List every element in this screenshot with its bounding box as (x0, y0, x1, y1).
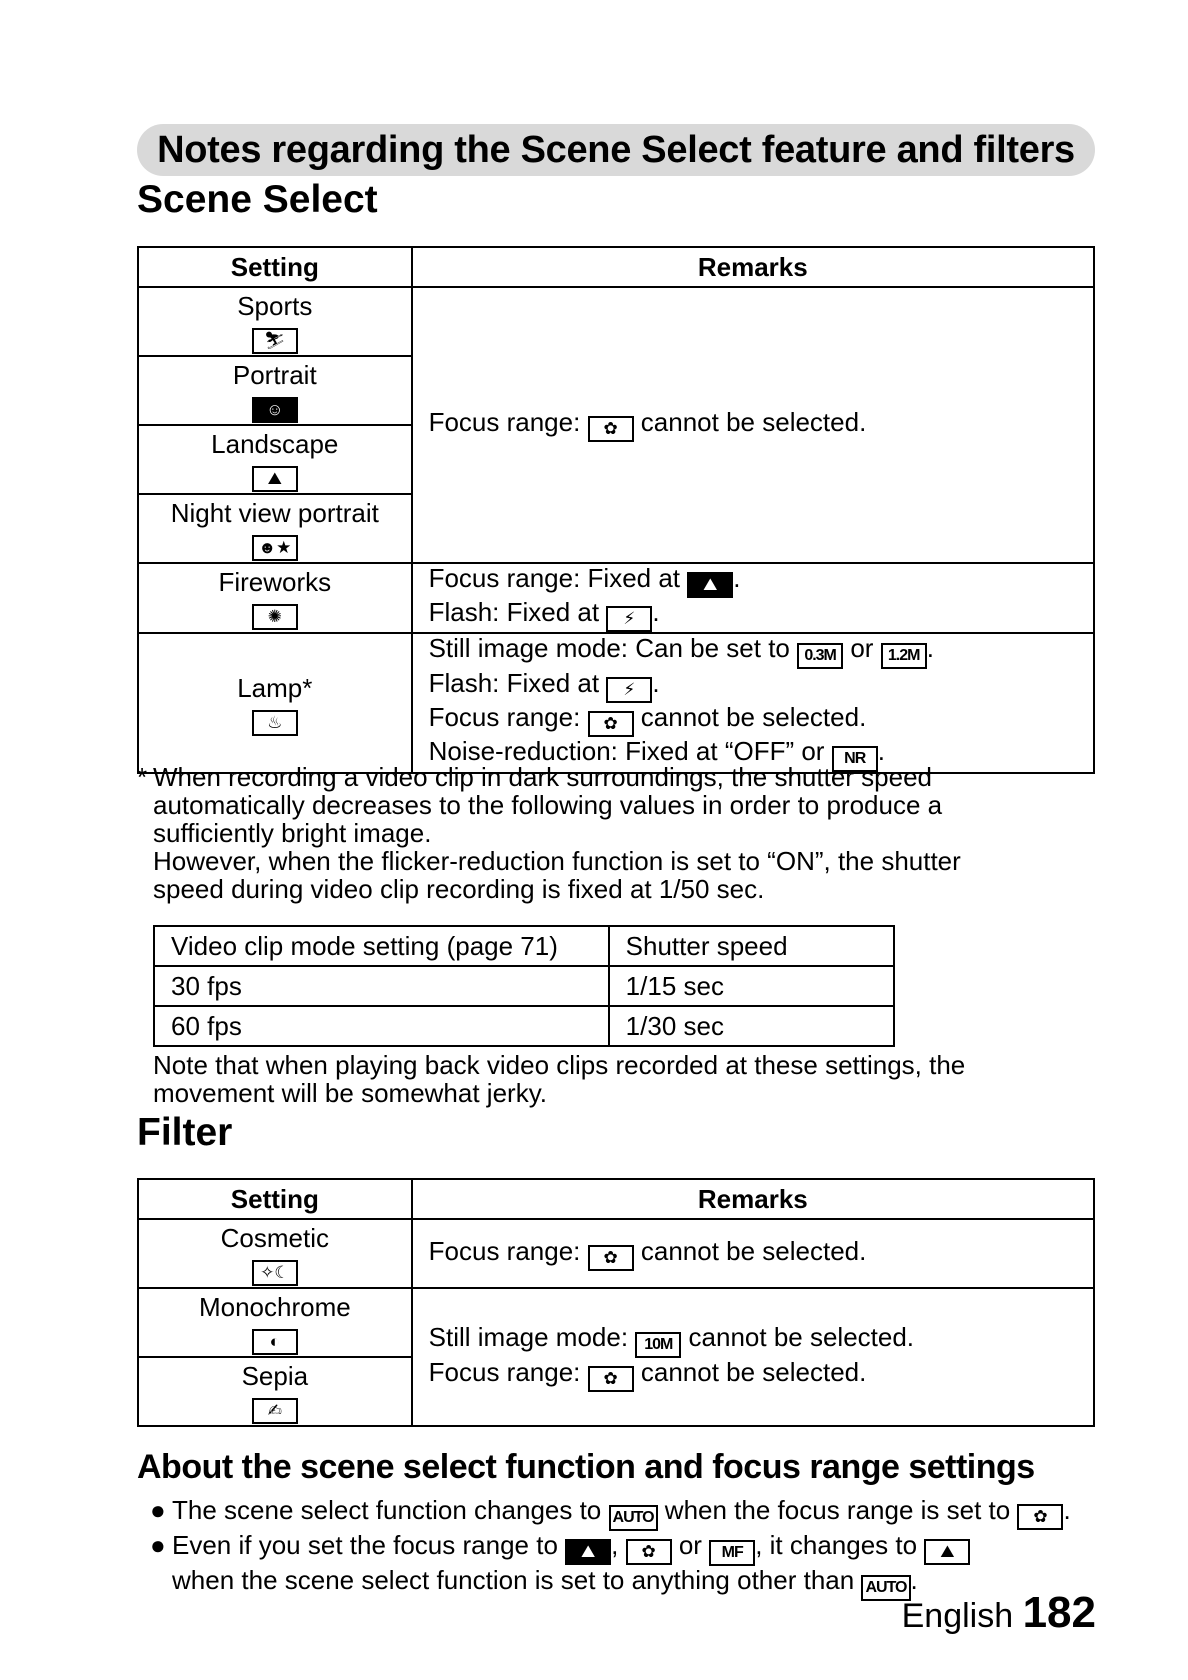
scene-select-table (137, 246, 1095, 774)
fireworks-label: Fireworks (218, 567, 332, 597)
playback-note: Note that when playing back video clips recorded at these settings, the movement will be somewhat jerky. (153, 1050, 966, 1108)
filter-header-setting: Setting (138, 1179, 412, 1219)
portrait-label: Portrait (232, 360, 317, 390)
scene-select-title: Scene Select (137, 178, 378, 221)
landscape-focus-icon: ⛰ (565, 1539, 611, 1565)
macro-icon: ✿ (1017, 1504, 1063, 1530)
about-bullets (150, 1496, 1110, 1601)
filter-monochrome-cell (138, 1288, 412, 1357)
filter-sepia-cell (138, 1357, 412, 1426)
lamp-icon: ♨ (252, 710, 298, 736)
sports-label: Sports (237, 291, 313, 321)
monochrome-label: Monochrome (198, 1292, 351, 1322)
cosmetic-label: Cosmetic (220, 1223, 329, 1253)
resolution-03m-icon: 0.3M (797, 643, 843, 669)
footnote-star: * (137, 762, 148, 792)
lamp-label: Lamp* (237, 673, 313, 703)
footer-language: English (901, 1597, 1014, 1635)
fireworks-icon: ✺ (252, 604, 298, 630)
landscape-icon: ⛰ (252, 466, 298, 492)
sports-icon: ⛷ (252, 328, 298, 354)
flash-off-icon: ⚡ (606, 677, 652, 703)
scene-header-remarks: Remarks (412, 247, 1094, 287)
scene-night-portrait-cell (138, 494, 412, 563)
scene-portrait-cell (138, 356, 412, 425)
landscape-label: Landscape (211, 429, 339, 459)
list-item: ● Even if you set the focus range to ⛰ , ✿ or MF , it changes to ⛰ when the scene select function is set to anything other than AUTO . (150, 1531, 1110, 1601)
macro-icon: ✿ (588, 1245, 634, 1271)
cosmetic-icon: ✧☾ (252, 1260, 298, 1286)
portrait-icon: ☺ (252, 397, 298, 423)
macro-icon: ✿ (588, 711, 634, 737)
scene-fireworks-cell (138, 563, 412, 633)
macro-icon: ✿ (588, 1366, 634, 1392)
scene-header-setting: Setting (138, 247, 412, 287)
auto-icon: AUTO (861, 1575, 910, 1601)
footnote-text: When recording a video clip in dark surroundings, the shutter speed automatically decreases to the following values in order to produce a sufficiently bright image. However, when the flicker-reduction function is set to “ON”, the shutter speed during video clip recording is fixed at 1/50 sec. (153, 762, 961, 904)
night-portrait-icon: ☻★ (252, 535, 298, 561)
table-row: Video clip mode setting (page 71) Shutter speed (154, 926, 894, 966)
sepia-label: Sepia (241, 1361, 309, 1391)
scene-lamp-cell (138, 633, 412, 773)
filter-table (137, 1178, 1095, 1427)
normal-focus-icon: ⛰ (924, 1539, 970, 1565)
sepia-icon: ✍ (252, 1398, 298, 1424)
resolution-10m-icon: 10M (635, 1332, 681, 1358)
video-shutter-table (153, 925, 895, 1047)
fireworks-remark: Focus range: Fixed at ⛰ . Flash: Fixed at ⚡ . (412, 563, 1094, 633)
list-item: ● The scene select function changes to AUTO when the focus range is set to ✿ . (150, 1496, 1110, 1531)
manual-focus-icon: MF (709, 1540, 755, 1566)
filter-header-remarks: Remarks (412, 1179, 1094, 1219)
page-footer (901, 1588, 1096, 1637)
mono-sepia-remark: Still image mode: 10M cannot be selected. Focus range: ✿ cannot be selected. (412, 1288, 1094, 1426)
scene-landscape-cell (138, 425, 412, 494)
night-portrait-label: Night view portrait (170, 498, 379, 528)
landscape-focus-icon: ⛰ (687, 572, 733, 598)
lamp-remark: Still image mode: Can be set to 0.3M or 1.2M . Flash: Fixed at ⚡ . Focus range: ✿ cannot be selected. Noise-reduction: Fixed at “OFF” or NR . (412, 633, 1094, 773)
flash-off-icon: ⚡ (606, 606, 652, 632)
table-row: 60 fps 1/30 sec (154, 1006, 894, 1046)
bullet-icon: ● (150, 1495, 166, 1525)
table-row: 30 fps 1/15 sec (154, 966, 894, 1006)
macro-icon: ✿ (626, 1539, 672, 1565)
noise-reduction-off-icon: NR (832, 746, 878, 772)
macro-icon: ✿ (588, 416, 634, 442)
auto-icon: AUTO (609, 1505, 658, 1531)
scene-sports-cell (138, 287, 412, 356)
bullet-icon: ● (150, 1530, 166, 1560)
filter-title: Filter (137, 1111, 233, 1154)
cosmetic-remark: Focus range: ✿ cannot be selected. (412, 1219, 1094, 1288)
about-title: About the scene select function and focus range settings (137, 1448, 1035, 1486)
monochrome-icon: ◐ (252, 1329, 298, 1355)
scene-common-remark: Focus range: ✿ cannot be selected. (412, 287, 1094, 563)
filter-cosmetic-cell (138, 1219, 412, 1288)
page-number: 182 (1022, 1588, 1096, 1637)
resolution-12m-icon: 1.2M (881, 643, 927, 669)
section-banner: Notes regarding the Scene Select feature and filters (137, 124, 1095, 176)
